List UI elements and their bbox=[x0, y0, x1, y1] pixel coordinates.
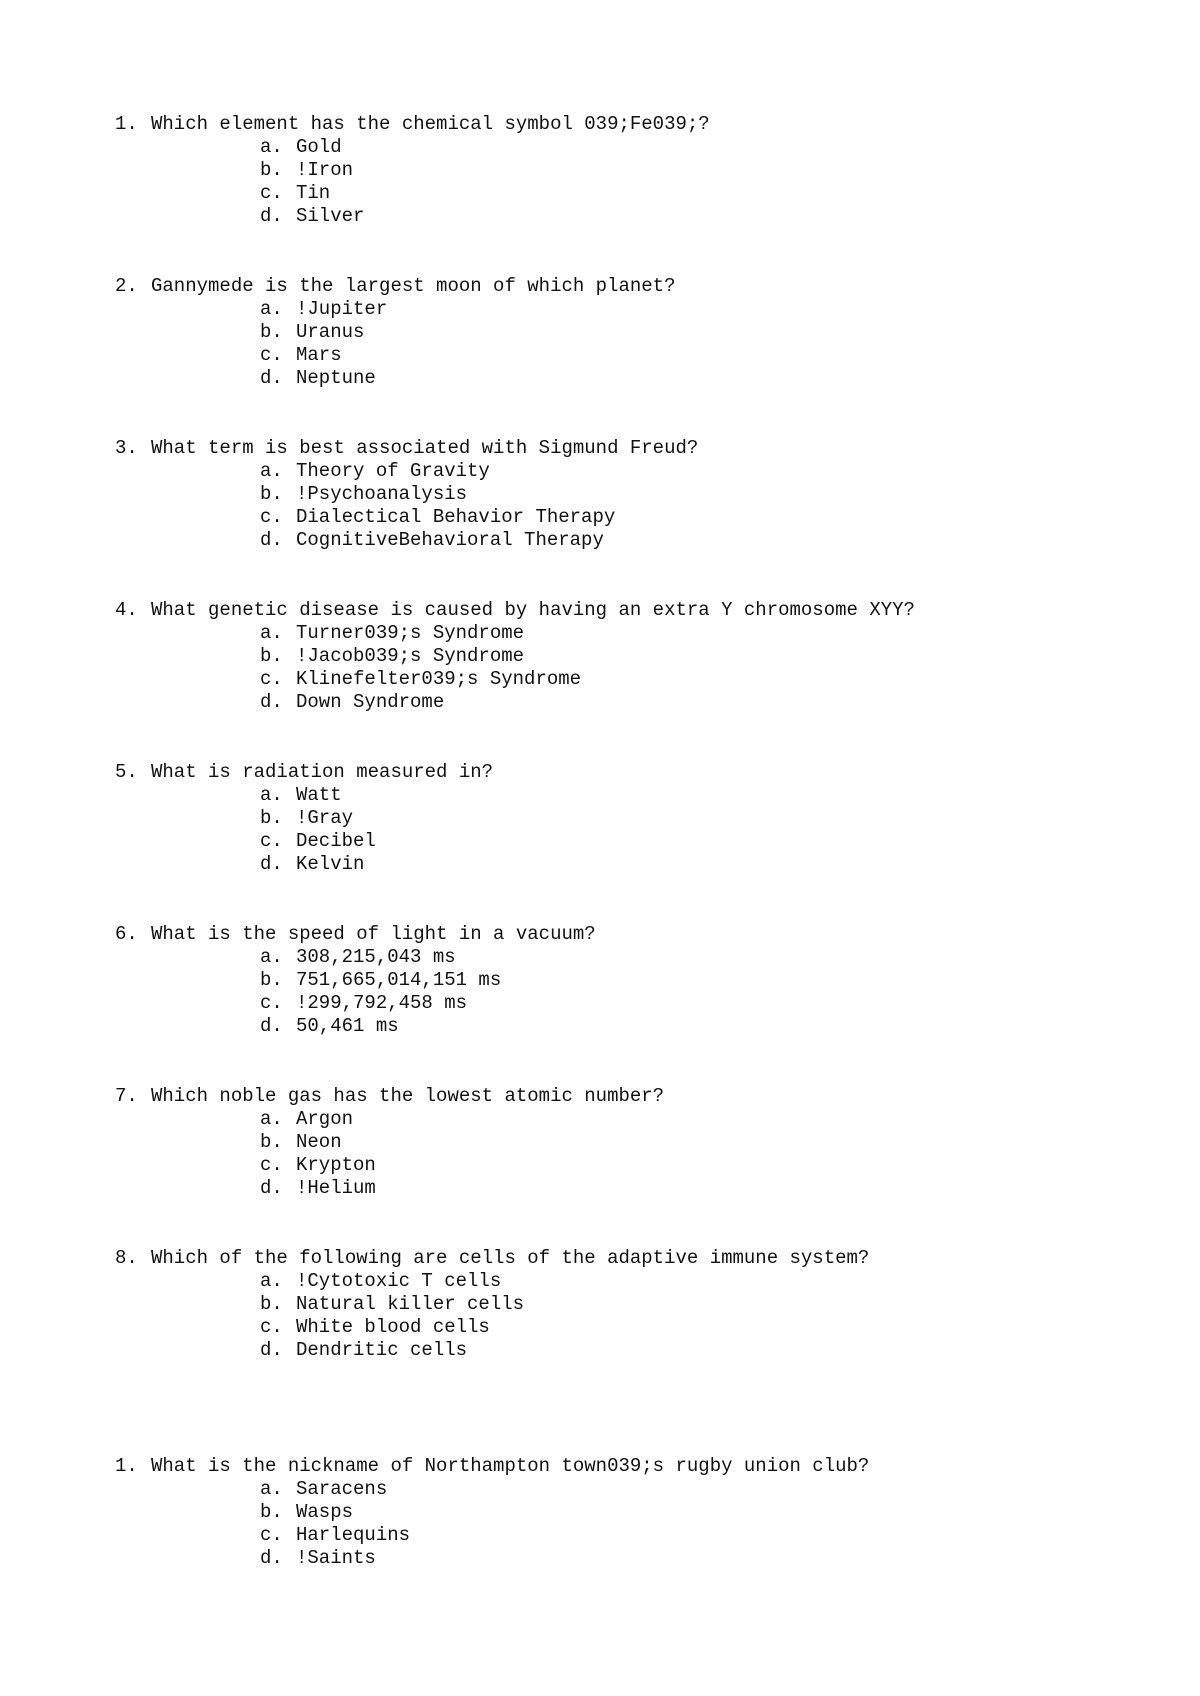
question-line bbox=[115, 437, 1160, 460]
option-letter: b. bbox=[260, 1293, 283, 1315]
answer-option bbox=[115, 992, 1160, 1015]
option-text: Uranus bbox=[296, 321, 365, 343]
option-letter: b. bbox=[260, 483, 283, 505]
answer-option bbox=[115, 1177, 1160, 1200]
option-letter: d. bbox=[260, 205, 283, 227]
question-text: Which element has the chemical symbol 039;Fe039;? bbox=[151, 113, 710, 135]
answer-option bbox=[115, 1339, 1160, 1362]
option-text: !Gray bbox=[296, 807, 354, 829]
answer-option bbox=[115, 645, 1160, 668]
option-text: 308,215,043 ms bbox=[296, 946, 456, 968]
question-item bbox=[115, 1247, 1160, 1362]
question-text: What is the nickname of Northampton town039;s rugby union club? bbox=[151, 1455, 870, 1477]
option-letter: a. bbox=[260, 784, 283, 806]
option-text: Theory of Gravity bbox=[296, 460, 490, 482]
option-text: Kelvin bbox=[296, 853, 365, 875]
answer-options bbox=[115, 1478, 1160, 1570]
question-text: What term is best associated with Sigmund Freud? bbox=[151, 437, 699, 459]
question-text: Which noble gas has the lowest atomic number? bbox=[151, 1085, 665, 1107]
option-text: Watt bbox=[296, 784, 342, 806]
option-text: Silver bbox=[296, 205, 365, 227]
question-item bbox=[115, 113, 1160, 228]
question-text: What is the speed of light in a vacuum? bbox=[151, 923, 596, 945]
question-item bbox=[115, 599, 1160, 714]
answer-option bbox=[115, 460, 1160, 483]
option-letter: d. bbox=[260, 691, 283, 713]
option-text: Tin bbox=[296, 182, 331, 204]
answer-option bbox=[115, 136, 1160, 159]
answer-option bbox=[115, 1547, 1160, 1570]
option-text: Gold bbox=[296, 136, 342, 158]
answer-option bbox=[115, 1270, 1160, 1293]
option-text: Dendritic cells bbox=[296, 1339, 468, 1361]
option-text: CognitiveBehavioral Therapy bbox=[296, 529, 604, 551]
answer-options bbox=[115, 946, 1160, 1038]
option-letter: a. bbox=[260, 946, 283, 968]
question-number: 8. bbox=[115, 1247, 138, 1269]
option-letter: d. bbox=[260, 1177, 283, 1199]
option-text: Decibel bbox=[296, 830, 376, 852]
question-line bbox=[115, 761, 1160, 784]
option-text: !Cytotoxic T cells bbox=[296, 1270, 502, 1292]
option-letter: b. bbox=[260, 1501, 283, 1523]
answer-option bbox=[115, 1131, 1160, 1154]
answer-option bbox=[115, 506, 1160, 529]
answer-option bbox=[115, 1108, 1160, 1131]
answer-option bbox=[115, 1316, 1160, 1339]
option-letter: b. bbox=[260, 645, 283, 667]
question-number: 3. bbox=[115, 437, 138, 459]
question-number: 6. bbox=[115, 923, 138, 945]
answer-option bbox=[115, 298, 1160, 321]
answer-option bbox=[115, 830, 1160, 853]
option-letter: a. bbox=[260, 1478, 283, 1500]
option-letter: a. bbox=[260, 136, 283, 158]
option-text: Turner039;s Syndrome bbox=[296, 622, 525, 644]
question-text: Gannymede is the largest moon of which planet? bbox=[151, 275, 676, 297]
answer-option bbox=[115, 807, 1160, 830]
answer-option bbox=[115, 853, 1160, 876]
option-text: !Helium bbox=[296, 1177, 376, 1199]
option-letter: d. bbox=[260, 367, 283, 389]
option-letter: a. bbox=[260, 622, 283, 644]
question-number: 5. bbox=[115, 761, 138, 783]
option-letter: b. bbox=[260, 321, 283, 343]
option-text: !Psychoanalysis bbox=[296, 483, 468, 505]
option-text: !Jacob039;s Syndrome bbox=[296, 645, 525, 667]
option-letter: d. bbox=[260, 529, 283, 551]
option-text: Down Syndrome bbox=[296, 691, 445, 713]
answer-option bbox=[115, 182, 1160, 205]
option-letter: a. bbox=[260, 298, 283, 320]
question-line bbox=[115, 113, 1160, 136]
option-text: !Saints bbox=[296, 1547, 376, 1569]
option-letter: c. bbox=[260, 1316, 283, 1338]
option-text: Dialectical Behavior Therapy bbox=[296, 506, 616, 528]
answer-options bbox=[115, 784, 1160, 876]
option-letter: d. bbox=[260, 1015, 283, 1037]
option-text: Neon bbox=[296, 1131, 342, 1153]
question-number: 1. bbox=[115, 113, 138, 135]
option-text: Natural killer cells bbox=[296, 1293, 525, 1315]
answer-option bbox=[115, 1015, 1160, 1038]
option-letter: c. bbox=[260, 830, 283, 852]
option-letter: b. bbox=[260, 1131, 283, 1153]
question-item bbox=[115, 275, 1160, 390]
option-text: Wasps bbox=[296, 1501, 354, 1523]
answer-option bbox=[115, 1478, 1160, 1501]
answer-option bbox=[115, 946, 1160, 969]
question-number: 7. bbox=[115, 1085, 138, 1107]
answer-option bbox=[115, 784, 1160, 807]
question-item bbox=[115, 437, 1160, 552]
question-number: 2. bbox=[115, 275, 138, 297]
option-text: Saracens bbox=[296, 1478, 388, 1500]
answer-option bbox=[115, 205, 1160, 228]
answer-option bbox=[115, 1524, 1160, 1547]
option-letter: b. bbox=[260, 807, 283, 829]
option-letter: d. bbox=[260, 1339, 283, 1361]
option-letter: c. bbox=[260, 182, 283, 204]
option-letter: c. bbox=[260, 344, 283, 366]
answer-options bbox=[115, 1270, 1160, 1362]
option-text: Klinefelter039;s Syndrome bbox=[296, 668, 582, 690]
option-letter: a. bbox=[260, 1108, 283, 1130]
question-line bbox=[115, 599, 1160, 622]
answer-option bbox=[115, 1293, 1160, 1316]
answer-option bbox=[115, 159, 1160, 182]
option-text: !Jupiter bbox=[296, 298, 388, 320]
question-item bbox=[115, 761, 1160, 876]
answer-option bbox=[115, 622, 1160, 645]
question-line bbox=[115, 923, 1160, 946]
question-text: What is radiation measured in? bbox=[151, 761, 494, 783]
answer-option bbox=[115, 367, 1160, 390]
question-number: 4. bbox=[115, 599, 138, 621]
option-text: Mars bbox=[296, 344, 342, 366]
option-text: 50,461 ms bbox=[296, 1015, 399, 1037]
question-line bbox=[115, 1455, 1160, 1478]
answer-options bbox=[115, 622, 1160, 714]
question-item bbox=[115, 1085, 1160, 1200]
option-letter: b. bbox=[260, 159, 283, 181]
question-text: Which of the following are cells of the adaptive immune system? bbox=[151, 1247, 870, 1269]
answer-option bbox=[115, 344, 1160, 367]
option-text: 751,665,014,151 ms bbox=[296, 969, 502, 991]
option-letter: a. bbox=[260, 1270, 283, 1292]
option-letter: c. bbox=[260, 1154, 283, 1176]
question-text: What genetic disease is caused by having an extra Y chromosome XYY? bbox=[151, 599, 915, 621]
question-line bbox=[115, 1085, 1160, 1108]
option-letter: c. bbox=[260, 506, 283, 528]
option-letter: a. bbox=[260, 460, 283, 482]
answer-options bbox=[115, 1108, 1160, 1200]
answer-option bbox=[115, 1154, 1160, 1177]
option-text: White blood cells bbox=[296, 1316, 490, 1338]
answer-option bbox=[115, 483, 1160, 506]
option-letter: d. bbox=[260, 853, 283, 875]
option-letter: b. bbox=[260, 969, 283, 991]
option-letter: d. bbox=[260, 1547, 283, 1569]
option-letter: c. bbox=[260, 668, 283, 690]
question-line bbox=[115, 275, 1160, 298]
answer-options bbox=[115, 136, 1160, 228]
answer-option bbox=[115, 321, 1160, 344]
question-item bbox=[115, 923, 1160, 1038]
option-text: !Iron bbox=[296, 159, 354, 181]
option-text: !299,792,458 ms bbox=[296, 992, 468, 1014]
answer-option bbox=[115, 691, 1160, 714]
answer-option bbox=[115, 529, 1160, 552]
answer-options bbox=[115, 298, 1160, 390]
answer-option bbox=[115, 969, 1160, 992]
question-number: 1. bbox=[115, 1455, 138, 1477]
question-line bbox=[115, 1247, 1160, 1270]
answer-options bbox=[115, 460, 1160, 552]
answer-option bbox=[115, 668, 1160, 691]
option-text: Neptune bbox=[296, 367, 376, 389]
question-item bbox=[115, 1455, 1160, 1570]
option-letter: c. bbox=[260, 1524, 283, 1546]
option-text: Harlequins bbox=[296, 1524, 411, 1546]
answer-option bbox=[115, 1501, 1160, 1524]
option-text: Krypton bbox=[296, 1154, 376, 1176]
option-text: Argon bbox=[296, 1108, 354, 1130]
option-letter: c. bbox=[260, 992, 283, 1014]
